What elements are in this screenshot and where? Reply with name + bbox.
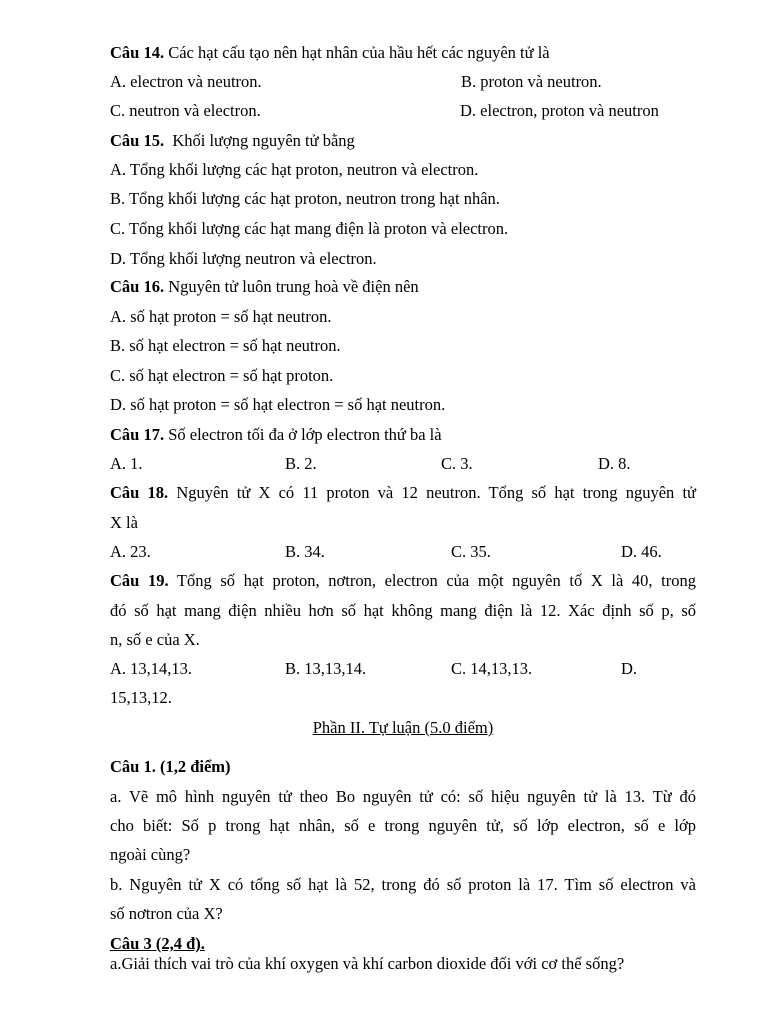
essay-1a-line: cho biết: Số p trong hạt nhân, số e trong nguyên tử, số lớp electron, số e lớp xyxy=(110,816,696,835)
question-16 xyxy=(110,275,419,299)
option-d: D. xyxy=(621,659,638,678)
question-label: Câu 14. xyxy=(110,43,165,62)
options-row xyxy=(110,452,696,476)
question-18 xyxy=(110,481,696,505)
option-c: C. Tổng khối lượng các hạt mang điện là proton và electron. xyxy=(110,219,509,238)
option-a: A. 1. xyxy=(110,454,143,473)
option-b: B. số hạt electron = số hạt neutron. xyxy=(110,336,341,355)
section-title xyxy=(110,716,696,740)
question-text: Nguyên tử X có 11 proton và 12 neutron. Tổng số hạt trong nguyên tử xyxy=(168,483,696,502)
option-a: A. electron và neutron. xyxy=(110,72,262,91)
question-text: Các hạt cấu tạo nên hạt nhân của hầu hết các nguyên tử là xyxy=(164,43,550,62)
question-14 xyxy=(110,41,550,65)
option-d: D. 46. xyxy=(621,542,662,561)
question-text-cont: X là xyxy=(110,513,138,532)
option-d: D. 8. xyxy=(598,454,631,473)
question-text: Tổng số hạt proton, nơtron, electron của một nguyên tố X là 40, trong xyxy=(168,571,696,590)
question-15 xyxy=(110,129,355,153)
option-c: C. 14,13,13. xyxy=(451,659,533,678)
option-c: C. neutron và electron. xyxy=(110,101,261,120)
option-d: D. Tổng khối lượng neutron và electron. xyxy=(110,249,377,268)
option-d: D. số hạt proton = số hạt electron = số hạt neutron. xyxy=(110,395,446,414)
option-c: C. số hạt electron = số hạt proton. xyxy=(110,366,334,385)
essay-3a-line: a.Giải thích vai trò của khí oxygen và khí carbon dioxide đối với cơ thể sống? xyxy=(110,954,625,973)
question-label: Câu 17. xyxy=(110,425,165,444)
essay-1b-line: b. Nguyên tử X có tổng số hạt là 52, trong đó số proton là 17. Tìm số electron và xyxy=(110,875,696,894)
essay-1a-line: ngoài cùng? xyxy=(110,845,191,864)
question-text: Nguyên tử luôn trung hoà về điện nên xyxy=(164,277,419,296)
essay-1b-line: số nơtron của X? xyxy=(110,904,223,923)
options-row xyxy=(110,657,696,681)
section-title-text: Phần II. Tự luận (5.0 điểm) xyxy=(312,718,494,737)
option-a: A. 23. xyxy=(110,542,151,561)
option-c: C. 35. xyxy=(451,542,491,561)
essay-1a-line: a. Vẽ mô hình nguyên tử theo Bo nguyên tử có: số hiệu nguyên tử là 13. Từ đó xyxy=(110,787,696,806)
question-text-cont: n, số e của X. xyxy=(110,630,200,649)
option-d-cont: 15,13,12. xyxy=(110,688,172,707)
question-text-cont: đó số hạt mang điện nhiều hơn số hạt không mang điện là 12. Xác định số p, số xyxy=(110,601,696,620)
essay-question-3-heading: Câu 3 (2,4 đ). xyxy=(110,934,205,953)
option-a: A. số hạt proton = số hạt neutron. xyxy=(110,307,332,326)
option-b: B. Tổng khối lượng các hạt proton, neutron trong hạt nhân. xyxy=(110,189,500,208)
question-label: Câu 15. xyxy=(110,131,165,150)
question-17 xyxy=(110,423,442,447)
option-b: B. 2. xyxy=(285,454,317,473)
option-b: B. 34. xyxy=(285,542,325,561)
option-b: B. 13,13,14. xyxy=(285,659,367,678)
question-label: Câu 19. xyxy=(110,571,169,590)
option-d: D. electron, proton và neutron xyxy=(460,101,659,120)
option-a: A. 13,14,13. xyxy=(110,659,193,678)
options-row xyxy=(110,540,696,564)
question-label: Câu 18. xyxy=(110,483,169,502)
essay-question-1-heading: Câu 1. (1,2 điểm) xyxy=(110,757,231,776)
option-a: A. Tổng khối lượng các hạt proton, neutron và electron. xyxy=(110,160,479,179)
option-b: B. proton và neutron. xyxy=(461,72,602,91)
question-19 xyxy=(110,569,696,593)
option-c: C. 3. xyxy=(441,454,473,473)
question-text: Số electron tối đa ở lớp electron thứ ba là xyxy=(164,425,442,444)
options-row xyxy=(110,99,696,123)
question-text: Khối lượng nguyên tử bằng xyxy=(164,131,355,150)
options-row xyxy=(110,70,696,94)
question-label: Câu 16. xyxy=(110,277,165,296)
